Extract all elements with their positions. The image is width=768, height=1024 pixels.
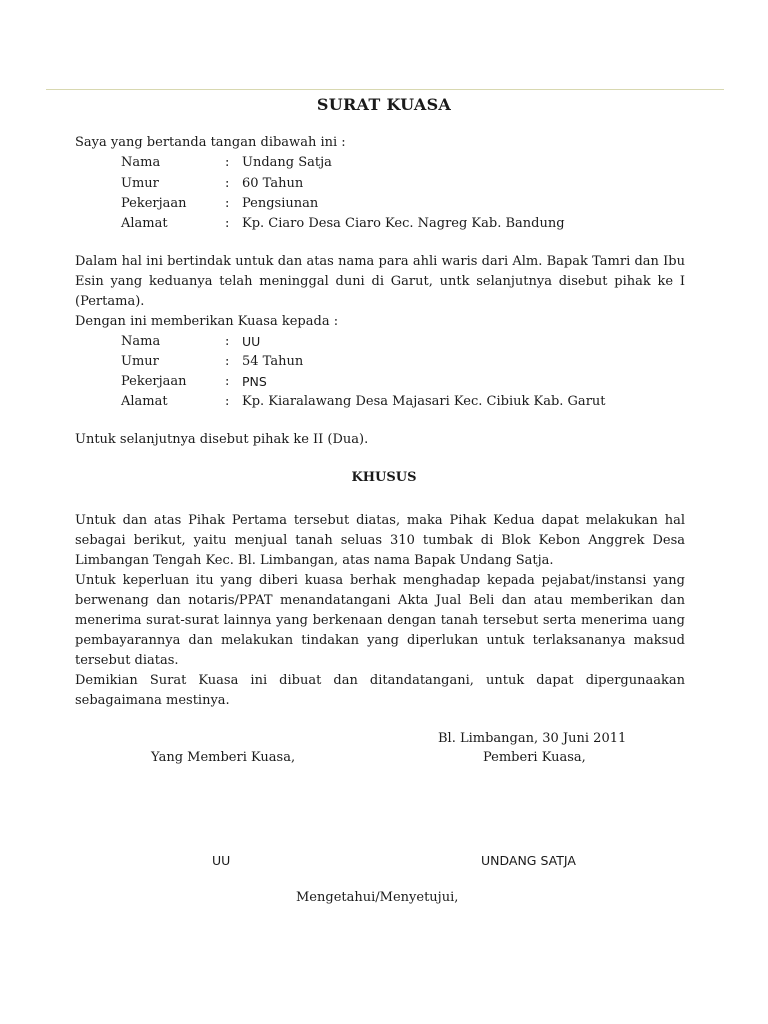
paragraph-line: sebagaimana mestinya. — [75, 693, 230, 708]
colon: : — [225, 196, 230, 211]
grantee-name-value: UU — [242, 334, 261, 349]
colon: : — [225, 354, 230, 369]
colon: : — [225, 374, 230, 389]
grantor-occupation-value: Pengsiunan — [242, 196, 319, 211]
purpose-paragraph — [75, 511, 685, 711]
grantee-reference: Untuk selanjutnya disebut pihak ke II (Dua). — [75, 432, 369, 447]
grantee-occupation-value: PNS — [242, 374, 267, 389]
paragraph-line: sebagai berikut, yaitu menjual tanah seluas 310 tumbak di Blok Kebon Anggrek Desa — [75, 533, 685, 548]
grantor-age-value: 60 Tahun — [242, 176, 304, 191]
colon: : — [225, 334, 230, 349]
paragraph-line: berwenang dan notaris/PPAT menandatangani Akta Jual Beli dan atau memberikan dan — [75, 593, 685, 608]
colon: : — [225, 176, 230, 191]
left-signatory-name: UU — [212, 853, 231, 868]
grantor-name-label: Nama — [121, 155, 161, 170]
section-heading: KHUSUS — [351, 470, 417, 485]
header-rule — [46, 89, 724, 90]
paragraph-line: tersebut diatas. — [75, 653, 179, 668]
colon: : — [225, 155, 230, 170]
right-signatory-name: UNDANG SATJA — [481, 853, 576, 868]
paragraph-line: Untuk keperluan itu yang diberi kuasa berhak menghadap kepada pejabat/instansi yang — [75, 573, 685, 588]
grant-intro: Dengan ini memberikan Kuasa kepada : — [75, 314, 339, 329]
paragraph-line: Esin yang keduanya telah meninggal duni di Garut, untk selanjutnya disebut pihak ke I — [75, 274, 685, 289]
paragraph-line: Dalam hal ini bertindak untuk dan atas nama para ahli waris dari Alm. Bapak Tamri dan Ibu — [75, 254, 685, 269]
grantee-address-value: Kp. Kiaralawang Desa Majasari Kec. Cibiuk Kab. Garut — [242, 394, 606, 409]
grantee-occupation-label: Pekerjaan — [121, 374, 187, 389]
grantee-age-label: Umur — [121, 354, 159, 369]
grantor-address-value: Kp. Ciaro Desa Ciaro Kec. Nagreg Kab. Bandung — [242, 216, 565, 231]
intro-line: Saya yang bertanda tangan dibawah ini : — [75, 135, 346, 150]
grantor-occupation-label: Pekerjaan — [121, 196, 187, 211]
paragraph-line: menerima surat-surat lainnya yang berkenaan dengan tanah tersebut serta menerima uang — [75, 613, 685, 628]
grantee-address-label: Alamat — [121, 394, 168, 409]
place-date: Bl. Limbangan, 30 Juni 2011 — [438, 731, 627, 746]
grantee-signature-label: Pemberi Kuasa, — [483, 750, 586, 765]
grantee-name-label: Nama — [121, 334, 161, 349]
grantor-name-value: Undang Satja — [242, 155, 332, 170]
grantee-age-value: 54 Tahun — [242, 354, 304, 369]
acknowledgment-label: Mengetahui/Menyetujui, — [296, 890, 459, 905]
paragraph-line: (Pertama). — [75, 294, 145, 309]
document-title: SURAT KUASA — [316, 95, 452, 114]
grantor-signature-label: Yang Memberi Kuasa, — [151, 750, 296, 765]
colon: : — [225, 394, 230, 409]
paragraph-line: Untuk dan atas Pihak Pertama tersebut diatas, maka Pihak Kedua dapat melakukan hal — [75, 513, 685, 528]
acting-paragraph — [75, 252, 685, 332]
grantor-address-label: Alamat — [121, 216, 168, 231]
paragraph-line: pembayarannya dan melakukan tindakan yang diperlukan untuk terlaksananya maksud — [75, 633, 685, 648]
paragraph-line: Limbangan Tengah Kec. Bl. Limbangan, atas nama Bapak Undang Satja. — [75, 553, 554, 568]
grantor-age-label: Umur — [121, 176, 159, 191]
colon: : — [225, 216, 230, 231]
paragraph-line: Demikian Surat Kuasa ini dibuat dan ditandatangani, untuk dapat dipergunaakan — [75, 673, 685, 688]
